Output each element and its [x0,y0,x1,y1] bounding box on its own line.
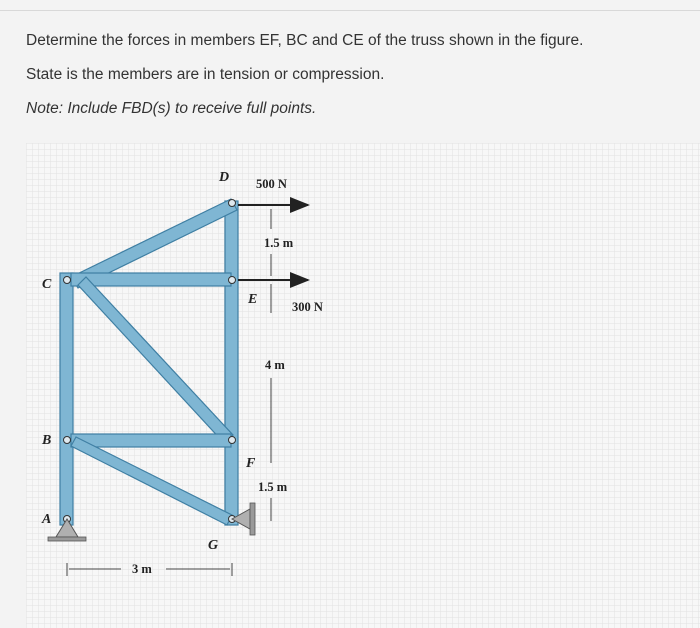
pin-B [64,437,71,444]
dim-label-width: 3 m [132,562,152,576]
question-line-1: Determine the forces in members EF, BC and CE of the truss shown in the figure. [26,32,584,49]
label-G: G [208,538,219,553]
label-A: A [42,512,52,527]
top-divider [0,10,700,11]
label-F: F [246,456,256,471]
dim-label-top: 1.5 m [264,236,294,250]
question-text [26,24,686,126]
truss-figure [26,143,700,628]
pin-D [229,200,236,207]
member-BF [71,434,231,447]
question-note: Note: Include FBD(s) to receive full points. [26,100,317,117]
truss-diagram [26,143,700,628]
member-ABC [60,273,73,525]
pin-C [64,277,71,284]
pin-F [229,437,236,444]
label-B: B [42,433,52,448]
grid-background [26,143,700,628]
label-E: E [248,292,258,307]
load-label-top: 500 N [256,177,287,191]
question-line-2: State is the members are in tension or compression. [26,66,385,83]
label-C: C [42,277,52,292]
load-label-middle: 300 N [292,300,323,314]
label-D: D [219,170,230,185]
dim-label-middle: 4 m [265,358,285,372]
dim-label-bottom: 1.5 m [258,480,288,494]
pin-E [229,277,236,284]
member-CE [71,273,231,286]
member-DEFG [225,201,238,525]
